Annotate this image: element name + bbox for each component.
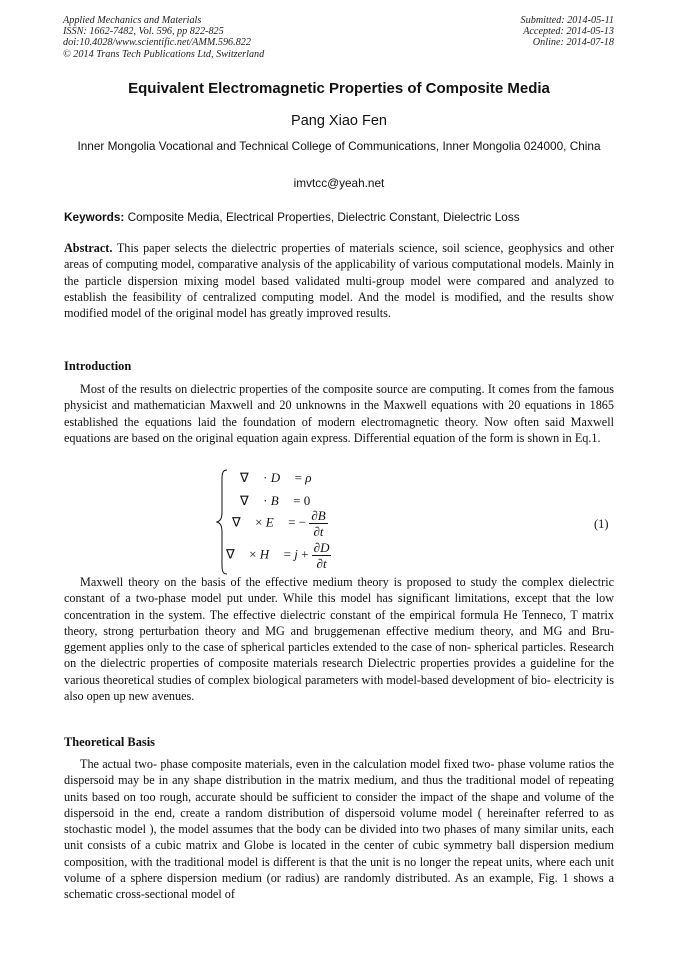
journal-header-left: [63, 15, 264, 60]
abstract-label: Abstract.: [64, 241, 113, 255]
theoretical-basis-paragraph: The actual two- phase composite materials, even in the calculation model fixed two- phase volume ratios the dispersoid may be in any shape distribution in the matrix medium, and thus the traditional model of repeating units based on too rough, accurate should be sufficient to consider the impact of the shape and volume of the dispersoid in the end, create a random distribution of dispersoid volume model ( hereinafter referred to as stochastic model ), the model assumes that the body can be divided into two phases of many similar units, each unit consists of a cubic matrix and Globe is located in the center of cubic symmetry ball dispersion medium composition, with the traditional model is different is that the unit is no longer the repeat units, where each unit volume of a sphere dispersion medium (or radius) are randomly distributed. As an example, Fig. 1 shows a schematic cross-sectional model of: [64, 757, 614, 901]
introduction-paragraph-1: Most of the results on dielectric properties of the composite source are computing. It comes from the famous physicist and mathematician Maxwell and 20 unknowns in the Maxwell equations with 20 equations in 1865 established the equations laid the foundation of modern electromagnetic theory. Now often said Maxwell equations are based on the original equation again express. Differential equation of the form is shown in Eq.1.: [64, 382, 614, 445]
introduction-heading: Introduction: [64, 359, 132, 373]
eq1-rhs: ρ: [305, 470, 312, 485]
eq1-lhs: D: [270, 470, 281, 485]
eq2-lhs: B: [270, 493, 279, 508]
introduction-paragraph-2: Maxwell theory on the basis of the effective medium theory is proposed to study the complex dielectric constant of a two-phase model put under. While this model has significant limitations, except that the low concentration in the system. The effective dielectric constant of the empirical formula He Tenneco, T matrix theory, strong perturbation theory and MG and bruggemenan effective medium theory, and MG and Bru-ggement applies only to the case of spherical particles extended to the case of non- spherical particles. Research on the dielectric properties of composite materials research Dielectric properties provides a guideline for the various theoretical studies of complex biological parameters with model-based development of bio- electricity is also open up new avenues.: [64, 575, 614, 703]
eq3-numerator: ∂B: [311, 508, 326, 523]
eq4-fraction: [312, 540, 332, 571]
keywords-line: [64, 210, 616, 224]
paper-title: Equivalent Electromagnetic Properties of Composite Media: [128, 80, 550, 97]
eq3-denominator: ∂t: [313, 524, 324, 539]
author-email: imvtcc@yeah.net: [293, 176, 385, 190]
equation-line-2: ∇ ⃗ · B ⃗ = 0: [240, 493, 311, 508]
keywords-text: Composite Media, Electrical Properties, Dielectric Constant, Dielectric Loss: [127, 210, 520, 224]
submitted-date: Submitted: 2014-05-11: [520, 15, 614, 26]
equation-line-3: ∇ ⃗ × E ⃗ = − $\frac{\partial B}{\partial t}$: [232, 508, 326, 539]
eq2-rhs: 0: [303, 493, 311, 508]
equation-number: (1): [594, 517, 609, 531]
abstract-text: This paper selects the dielectric properties of materials science, soil science, geophysics and other areas of computing model, comparative analysis of the applicability of various computational models. Mainly in the particle dispersion mixing model based validated multi-group model were compared and analyzed to establish the feasibility of centralized computing model. And the model is modified, and the results show modified model of the original model has greatly improved results.: [64, 241, 615, 320]
equation-line-1: ∇ ⃗ · D ⃗ = ρ: [240, 470, 312, 485]
copyright-line: © 2014 Trans Tech Publications Ltd, Switzerland: [63, 48, 265, 60]
journal-header-right: [521, 15, 614, 49]
journal-name: Applied Mechanics and Materials: [63, 15, 202, 26]
eq4-j: j: [294, 546, 298, 562]
eq4-lhs: H: [259, 546, 270, 562]
abstract-paragraph: [64, 240, 614, 321]
doi-line: doi:10.4028/www.scientific.net/AMM.596.822: [63, 37, 251, 49]
maxwell-equations: [216, 468, 346, 576]
online-date: Online: 2014-07-18: [532, 37, 614, 49]
theoretical-basis-heading: Theoretical Basis: [64, 735, 155, 749]
eq4-denominator: ∂t: [316, 556, 327, 571]
keywords-label: Keywords:: [64, 210, 125, 224]
author-affiliation: Inner Mongolia Vocational and Technical College of Communications, Inner Mongolia 024000, China: [77, 139, 601, 153]
eq3-fraction: [309, 508, 327, 539]
eq4-numerator: ∂D: [313, 540, 330, 555]
eq3-lhs: E: [265, 514, 274, 530]
equation-line-4: ∇ ⃗ × H ⃗ = j + $\frac{\partial D}{\partial t}$: [226, 540, 330, 571]
author-name: Pang Xiao Fen: [291, 113, 387, 129]
issn-line: ISSN: 1662-7482, Vol. 596, pp 822-825: [63, 26, 224, 38]
accepted-date: Accepted: 2014-05-13: [523, 26, 614, 38]
